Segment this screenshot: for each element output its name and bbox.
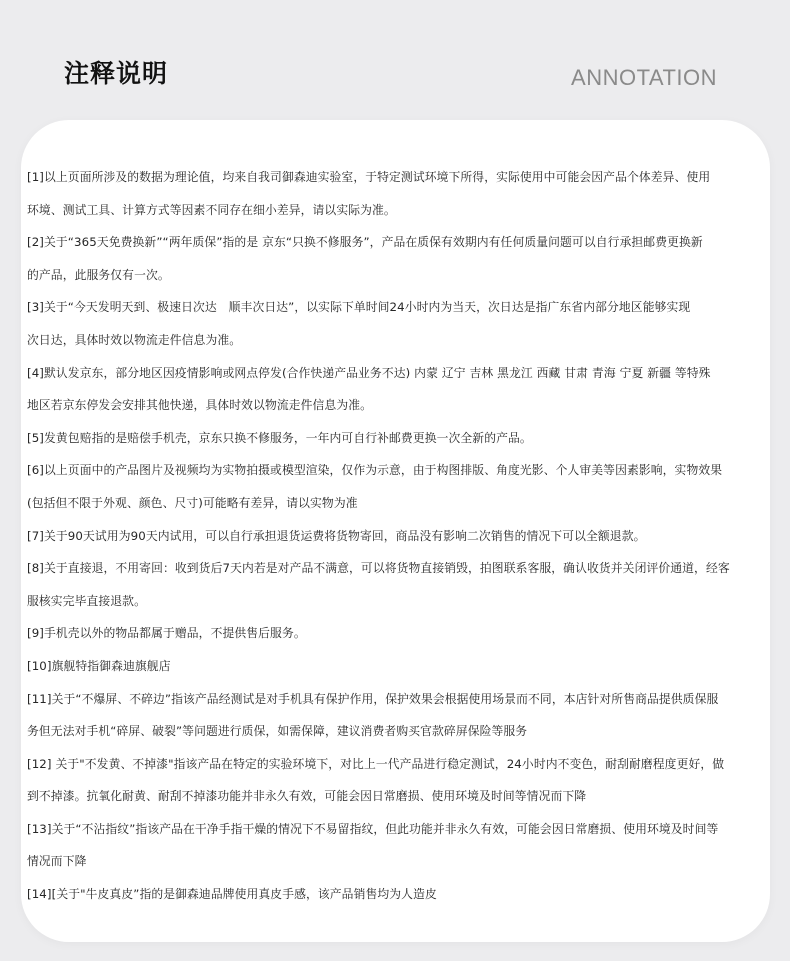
annotation-line: 地区若京东停发会安排其他快递，具体时效以物流走件信息为准。 <box>27 398 373 413</box>
annotation-line: [2]关于“365天免费换新”“两年质保”指的是 京东“只换不修服务”，产品在质保有效期内有任何质量问题可以自行承担邮费更换新 <box>27 235 703 250</box>
annotation-line: [6]以上页面中的产品图片及视频均为实物拍摄或模型渲染，仅作为示意，由于构图排版、角度光影、个人审美等因素影响，实物效果 <box>27 463 723 478</box>
annotation-line: [1]以上页面所涉及的数据为理论值，均来自我司御森迪实验室，于特定测试环境下所得，实际使用中可能会因产品个体差异、使用 <box>27 170 711 184</box>
annotation-line: (包括但不限于外观、颜色、尺寸)可能略有差异，请以实物为准 <box>27 495 358 510</box>
annotation-line: [14][关于"牛皮真皮”指的是御森迪品牌使用真皮手感，该产品销售均为人造皮 <box>27 887 437 902</box>
annotation-line: [11]关于“不爆屏、不碎边”指该产品经测试是对手机具有保护作用，保护效果会根据使用场景而不同，本店针对所售商品提供质保服 <box>27 691 719 706</box>
annotation-line: [13]关于“不沾指纹”指该产品在干净手指干燥的情况下不易留指纹，但此功能并非永久有效，可能会因日常磨损、使用环境及时间等 <box>27 821 719 836</box>
annotation-card <box>21 120 770 942</box>
annotation-list <box>27 161 763 911</box>
annotation-line: 环境、测试工具、计算方式等因素不同存在细小差异，请以实际为准。 <box>27 202 396 217</box>
page-title: 注释说明 <box>64 59 169 88</box>
header <box>0 0 790 118</box>
annotation-line: 服核实完毕直接退款。 <box>27 593 146 608</box>
annotation-line: [8]关于直接退，不用寄回：收到货后7天内若是对产品不满意，可以将货物直接销毁，拍图联系客服，确认收货并关闭评价通道，经客 <box>27 561 730 576</box>
annotation-line: 情况而下降 <box>27 854 87 869</box>
annotation-line: [4]默认发京东，部分地区因疫情影响或网点停发(合作快递产品业务不达) 内蒙 辽宁 吉林 黑龙江 西藏 甘肃 青海 宁夏 新疆 等特殊 <box>27 365 711 380</box>
annotation-line: 务但无法对手机“碎屏、破裂”等问题进行质保，如需保障，建议消费者购买官款碎屏保险等服务 <box>27 724 528 739</box>
annotation-line: [9]手机壳以外的物品都属于赠品，不提供售后服务。 <box>27 626 306 641</box>
annotation-line: 到不掉漆。抗氧化耐黄、耐刮不掉漆功能并非永久有效，可能会因日常磨损、使用环境及时间等情况而下降 <box>27 789 587 804</box>
page-subtitle: ANNOTATION <box>571 65 717 90</box>
annotation-line: 的产品，此服务仅有一次。 <box>27 267 170 282</box>
annotation-line: [10]旗舰特指御森迪旗舰店 <box>27 658 171 673</box>
annotation-line: [3]关于“今天发明天到、极速日次达 顺丰次日达”，以实际下单时间24小时内为当天，次日达是指广东省内部分地区能够实现 <box>27 300 691 315</box>
annotation-line: [12] 关于"不发黄、不掉漆"指该产品在特定的实验环境下，对比上一代产品进行稳定测试，24小时内不变色，耐刮耐磨程度更好，做 <box>27 756 725 771</box>
annotation-line: [7]关于90天试用为90天内试用，可以自行承担退货运费将货物寄回，商品没有影响二次销售的情况下可以全额退款。 <box>27 528 646 543</box>
annotation-line: 次日达，具体时效以物流走件信息为准。 <box>27 332 242 347</box>
annotation-line: [5]发黄包赔指的是赔偿手机壳，京东只换不修服务，一年内可自行补邮费更换一次全新的产品。 <box>27 430 532 445</box>
